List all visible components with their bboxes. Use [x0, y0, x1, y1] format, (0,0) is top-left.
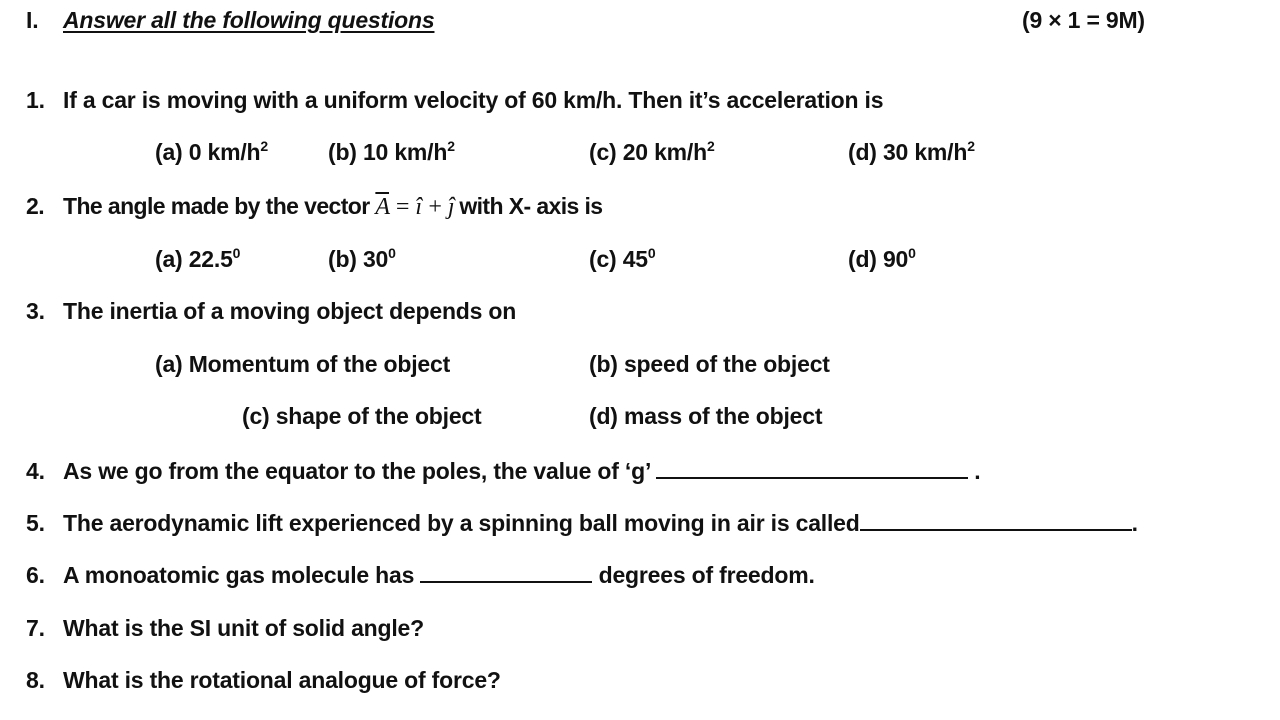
section-number: I. [26, 7, 39, 33]
option-2a: (a) 22.5$^0$ [155, 245, 241, 272]
question-text: The inertia of a moving object depends on [63, 298, 517, 324]
question-text: The aerodynamic lift experienced by a spinning ball moving in air is called . [63, 510, 1138, 536]
vector-symbol: $\overline{A}$ [375, 194, 390, 220]
question-number: 5. [26, 510, 45, 536]
question-number: 6. [26, 562, 45, 588]
option-1c: (c) 20 $km/h^2$ [589, 138, 715, 165]
answer-blank[interactable] [860, 509, 1132, 531]
option-3b: (b) speed of the object [589, 351, 830, 377]
question-number: 1. [26, 87, 45, 113]
question-number: 8. [26, 667, 45, 693]
option-1b: (b) 10 $km/h^2$ [328, 138, 455, 165]
section-title: Answer all the following questions [63, 7, 435, 33]
answer-blank[interactable] [656, 457, 968, 479]
question-text: What is the SI unit of solid angle? [63, 615, 425, 641]
question-text: A monoatomic gas molecule has degrees of freedom. [63, 562, 815, 588]
question-text: What is the rotational analogue of force? [63, 667, 501, 693]
question-number: 2. [26, 193, 44, 219]
vector-equation: = î + ĵ [389, 194, 460, 220]
option-2b: (b) $30^0$ [328, 245, 396, 272]
question-text: The angle made by the vector $\overline{A}$ = î + ĵ with X- axis is [63, 193, 603, 220]
question-text: If a car is moving with a uniform velocity of 60 km/h. Then it’s acceleration is [63, 87, 884, 113]
question-number: 4. [26, 458, 45, 484]
option-3c: (c) shape of the object [242, 403, 482, 429]
answer-blank[interactable] [420, 561, 592, 583]
option-3a: (a) Momentum of the object [155, 351, 451, 377]
question-number: 3. [26, 298, 45, 324]
option-3d: (d) mass of the object [589, 403, 823, 429]
option-1d: (d) 30 $km/h^2$ [848, 138, 975, 165]
question-text: As we go from the equator to the poles, the value of ‘g’ . [63, 458, 981, 484]
section-marks: (9 × 1 = 9M) [1022, 7, 1145, 33]
option-2d: (d) $90^0$ [848, 245, 916, 272]
option-1a: (a) 0 $km/h^2$ [155, 138, 268, 165]
question-number: 7. [26, 615, 45, 641]
option-2c: (c) $45^0$ [589, 245, 656, 272]
